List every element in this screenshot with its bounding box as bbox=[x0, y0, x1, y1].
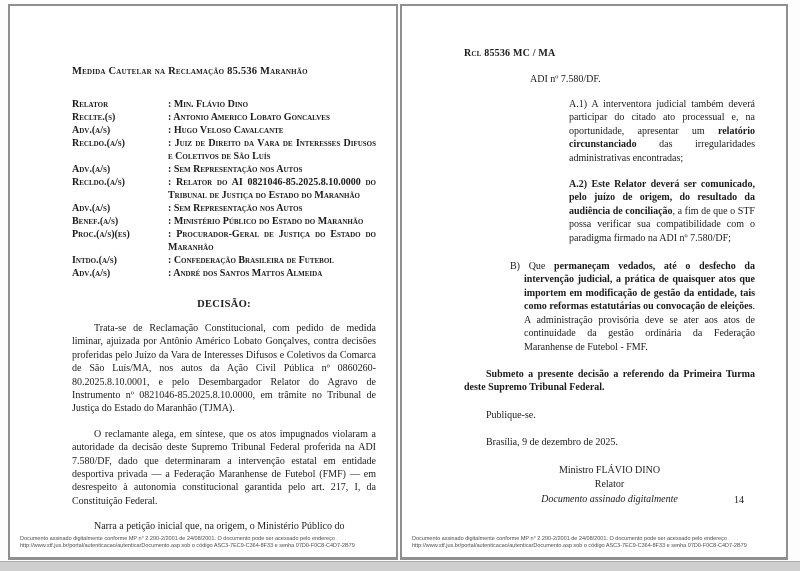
party-label: Proc.(a/s)(es) bbox=[72, 229, 130, 240]
paragraph: O reclamante alega, em síntese, que os atos impugnados violaram a autoridade da decisão deste Supremo Tribunal Federal proferida na ADI 7.580/DF, dado que determinaram a intervenção estatal em entidade desportiva privada — a Federação Maranhense de Futebol (FMF) — em desrespeito à autonomia constitucional garantida pelo art. 217, I, da Constituição Federal. bbox=[72, 428, 376, 507]
party-value: : Confederação Brasileira de Futebol bbox=[168, 255, 334, 266]
paragraph: Trata-se de Reclamação Constitucional, com pedido de medida liminar, ajuizada por Antônio Américo Lobato Gonçalves, contra decisões proferidas pelo Juízo da Vara de Interesses Difusos e Coletivos da Comarca de São Luís/MA, nos autos da Ação Civil Pública nº 0860260-80.2025.8.10.0001, e pelo Desembargador Relator do Agravo de Instrumento nº 0821046-85.2025.8.10.0000, em trâmite no Tribunal de Justiça do Estado do Maranhão (TJMA). bbox=[72, 323, 376, 415]
party-row bbox=[72, 137, 376, 163]
signature-note: Documento assinado digitalmente bbox=[541, 493, 678, 505]
party-value: : Hugo Veloso Cavalcante bbox=[168, 125, 284, 136]
page-right bbox=[400, 4, 788, 560]
item-text: . A administração provisória deve se ater aos atos de continuidade da gestão ordinária da Federação Maranhense de Futebol - FMF. bbox=[524, 301, 755, 353]
party-row bbox=[72, 228, 376, 254]
date-line: Brasília, 9 de dezembro de 2025. bbox=[486, 437, 618, 449]
party-label: Benef.(a/s) bbox=[72, 216, 119, 227]
footer-line: Documento assinado digitalmente conforme MP n° 2.200-2/2001 de 24/08/2001. O documento pode ser acessado pelo endereço bbox=[412, 536, 727, 542]
party-row bbox=[72, 111, 376, 124]
case-title: Medida Cautelar na Reclamação 85.536 Maranhão bbox=[72, 66, 308, 77]
party-label: Intdo.(a/s) bbox=[72, 255, 118, 266]
signature-block bbox=[464, 464, 755, 508]
quote-text: A.1) A interventora judicial também deverá participar do citado ato processual e, na oportunidade, apresentar um bbox=[569, 99, 755, 137]
quote-text: , a fim de que o STF possa verificar sua compatibilidade com o paradigma firmado na ADI nº 7.580/DF; bbox=[569, 205, 755, 244]
party-row bbox=[72, 176, 376, 202]
item-b bbox=[510, 260, 755, 354]
submeto-paragraph: Submeto a presente decisão a referendo da Primeira Turma deste Supremo Tribunal Federal. bbox=[464, 368, 755, 394]
party-value: : Relator do AI 0821046-85.2025.8.10.0000 do Tribunal de Justiça do Estado do Maranhão bbox=[168, 177, 376, 201]
party-label: Recldo.(a/s) bbox=[72, 177, 126, 188]
party-row bbox=[72, 163, 376, 176]
page-number: 14 bbox=[734, 495, 744, 506]
quote-item-a1 bbox=[569, 98, 755, 165]
adi-reference: ADI nº 7.580/DF. bbox=[530, 74, 601, 85]
signature-role: Relator bbox=[594, 479, 625, 491]
party-value: : Sem Representação nos Autos bbox=[168, 203, 303, 214]
party-label: Adv.(a/s) bbox=[72, 125, 111, 136]
quote-text-bold: A.2) Este Relator deverá ser comunicado, pelo juízo de origem, do resultado da audiência de conciliação bbox=[569, 179, 755, 217]
party-value: : Antonio Americo Lobato Goncalves bbox=[168, 112, 330, 123]
party-value: : Min. Flávio Dino bbox=[168, 99, 249, 110]
party-value: : Procurador-Geral de Justiça do Estado do Maranhão bbox=[168, 229, 376, 253]
party-label: Adv.(a/s) bbox=[72, 268, 111, 279]
quote-text-bold: relatório circunstanciado bbox=[569, 125, 755, 151]
digital-signature-footer bbox=[412, 536, 780, 550]
footer-line: http://www.stf.jus.br/portal/autenticacao/autenticarDocumento.asp sob o código ASC3-7EC9-C364-8F33 e senha 07D0-F0C8-C4D7-2B79 bbox=[412, 543, 747, 549]
party-row bbox=[72, 202, 376, 215]
party-label: Adv.(a/s) bbox=[72, 203, 111, 214]
party-label: Relator bbox=[72, 99, 109, 110]
decision-heading: DECISÃO: bbox=[197, 299, 251, 310]
item-text: B) Que bbox=[510, 261, 555, 273]
party-row bbox=[72, 267, 376, 280]
page-left bbox=[8, 4, 398, 560]
footer-line: Documento assinado digitalmente conforme MP n° 2.200-2/2001 de 24/08/2001. O documento pode ser acessado pelo endereço bbox=[20, 536, 335, 542]
bottom-shadow-band bbox=[0, 561, 800, 571]
party-value: : Sem Representação nos Autos bbox=[168, 164, 303, 175]
item-text-bold: permaneçam vedados, até o desfecho da intervenção judicial, a prática de quaisquer atos que importem em modificação de gestão da entidade, tais como reformas estatutárias ou convocação de eleições bbox=[524, 261, 755, 313]
party-row bbox=[72, 215, 376, 228]
party-row bbox=[72, 124, 376, 137]
footer-line: http://www.stf.jus.br/portal/autenticacao/autenticarDocumento.asp sob o código ASC3-7EC9-C364-8F33 e senha 07D0-F0C8-C4D7-2B79 bbox=[20, 543, 355, 549]
party-row bbox=[72, 254, 376, 267]
paragraph: Narra a petição inicial que, na origem, o Ministério Público do bbox=[94, 521, 345, 533]
quote-text: das irregularidades administrativas encontradas; bbox=[569, 139, 755, 164]
party-value: : Ministério Público do Estado do Maranhão bbox=[168, 216, 364, 227]
case-header: Rcl 85536 MC / MA bbox=[464, 48, 556, 59]
party-label: Recldo.(a/s) bbox=[72, 138, 126, 149]
signature-name: Ministro FLÁVIO DINO bbox=[558, 464, 661, 476]
quote-item-a2 bbox=[569, 178, 755, 245]
party-value: : André dos Santos Mattos Almeida bbox=[168, 268, 323, 279]
party-value: : Juiz de Direito da Vara de Interesses Difusos e Coletivos de São Luís bbox=[168, 138, 376, 162]
party-row bbox=[72, 98, 376, 111]
digital-signature-footer bbox=[20, 536, 390, 550]
publique-paragraph: Publique-se. bbox=[486, 409, 536, 421]
parties-list bbox=[72, 98, 376, 280]
party-label: Reclte.(s) bbox=[72, 112, 116, 123]
party-label: Adv.(a/s) bbox=[72, 164, 111, 175]
